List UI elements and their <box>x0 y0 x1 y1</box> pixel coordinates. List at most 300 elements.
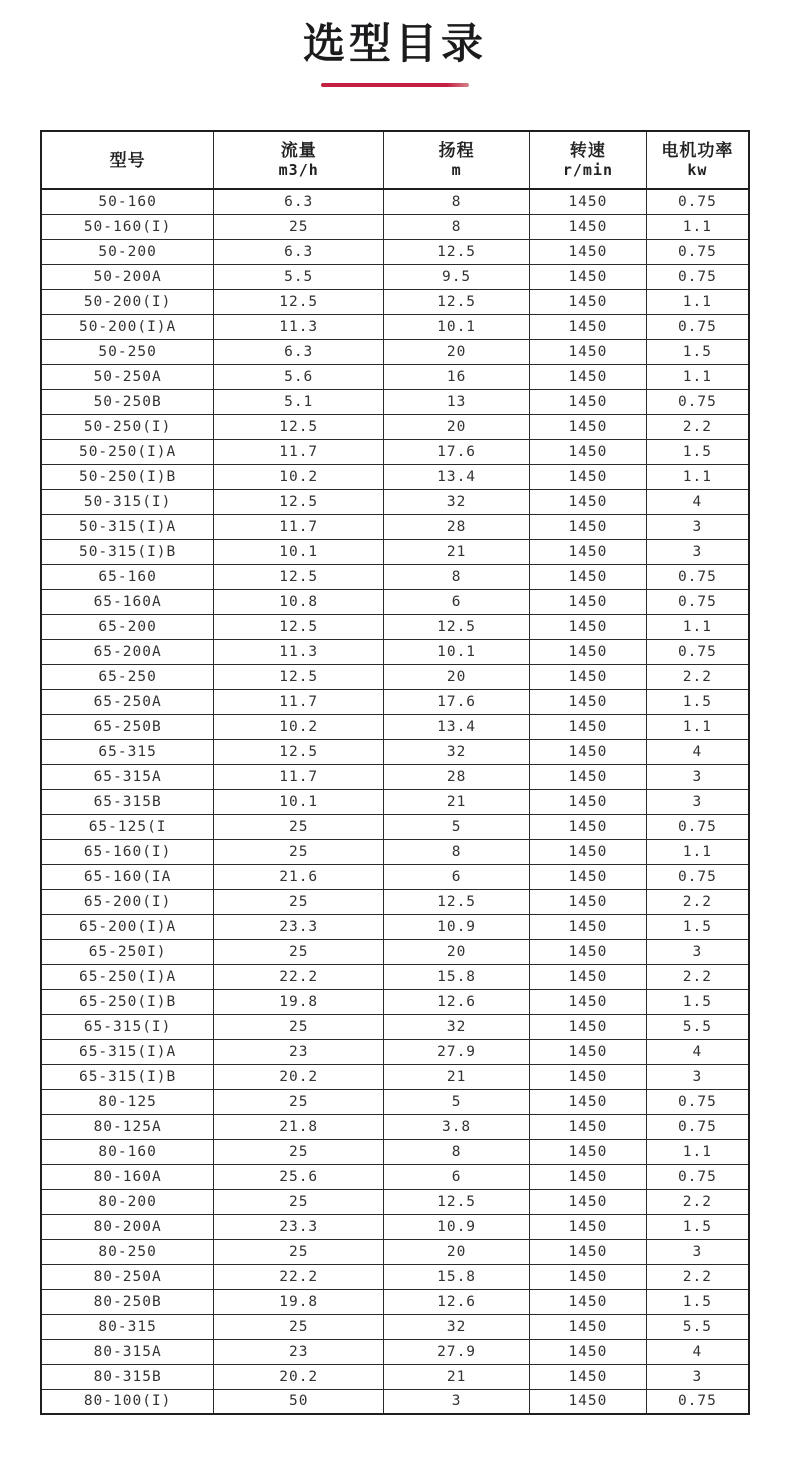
value-cell: 5.6 <box>214 364 384 389</box>
model-cell: 50-250(I)A <box>41 439 214 464</box>
value-cell: 27.9 <box>384 1039 530 1064</box>
catalog-table <box>40 130 750 1415</box>
value-cell: 1450 <box>530 714 647 739</box>
value-cell: 1450 <box>530 639 647 664</box>
value-cell: 0.75 <box>646 1114 749 1139</box>
table-row <box>41 1389 749 1414</box>
table-row <box>41 1139 749 1164</box>
value-cell: 0.75 <box>646 189 749 214</box>
model-cell: 65-250 <box>41 664 214 689</box>
value-cell: 8 <box>384 564 530 589</box>
value-cell: 12.5 <box>214 614 384 639</box>
value-cell: 1450 <box>530 539 647 564</box>
model-cell: 50-250(I) <box>41 414 214 439</box>
column-label: 型号 <box>109 150 146 170</box>
value-cell: 10.2 <box>214 714 384 739</box>
value-cell: 1450 <box>530 389 647 414</box>
value-cell: 1450 <box>530 189 647 214</box>
value-cell: 1450 <box>530 1364 647 1389</box>
value-cell: 12.5 <box>384 239 530 264</box>
table-row <box>41 1189 749 1214</box>
value-cell: 12.6 <box>384 1289 530 1314</box>
value-cell: 1450 <box>530 739 647 764</box>
value-cell: 11.7 <box>214 514 384 539</box>
value-cell: 2.2 <box>646 1264 749 1289</box>
model-cell: 80-125 <box>41 1089 214 1114</box>
value-cell: 1.1 <box>646 214 749 239</box>
value-cell: 2.2 <box>646 414 749 439</box>
value-cell: 1450 <box>530 289 647 314</box>
table-row <box>41 1064 749 1089</box>
value-cell: 10.9 <box>384 1214 530 1239</box>
value-cell: 3 <box>646 939 749 964</box>
value-cell: 0.75 <box>646 1089 749 1114</box>
table-row <box>41 814 749 839</box>
model-cell: 80-160A <box>41 1164 214 1189</box>
column-unit: kw <box>687 161 708 179</box>
model-cell: 80-250 <box>41 1239 214 1264</box>
value-cell: 8 <box>384 189 530 214</box>
table-wrap <box>40 130 750 1415</box>
value-cell: 3 <box>646 1064 749 1089</box>
value-cell: 0.75 <box>646 1389 749 1414</box>
value-cell: 13.4 <box>384 464 530 489</box>
value-cell: 20 <box>384 414 530 439</box>
column-header <box>530 131 647 189</box>
value-cell: 1.5 <box>646 689 749 714</box>
value-cell: 32 <box>384 489 530 514</box>
model-cell: 80-125A <box>41 1114 214 1139</box>
value-cell: 5 <box>384 1089 530 1114</box>
value-cell: 12.5 <box>384 289 530 314</box>
value-cell: 15.8 <box>384 964 530 989</box>
column-header <box>214 131 384 189</box>
value-cell: 1.5 <box>646 1289 749 1314</box>
value-cell: 10.9 <box>384 914 530 939</box>
model-cell: 80-315A <box>41 1339 214 1364</box>
value-cell: 0.75 <box>646 1164 749 1189</box>
model-cell: 50-315(I)B <box>41 539 214 564</box>
value-cell: 1450 <box>530 1089 647 1114</box>
model-cell: 65-160 <box>41 564 214 589</box>
value-cell: 1450 <box>530 789 647 814</box>
value-cell: 23 <box>214 1039 384 1064</box>
value-cell: 0.75 <box>646 589 749 614</box>
model-cell: 65-200(I) <box>41 889 214 914</box>
table-row <box>41 614 749 639</box>
model-cell: 50-200A <box>41 264 214 289</box>
value-cell: 25 <box>214 1314 384 1339</box>
value-cell: 1450 <box>530 314 647 339</box>
value-cell: 15.8 <box>384 1264 530 1289</box>
model-cell: 80-200A <box>41 1214 214 1239</box>
table-row <box>41 1289 749 1314</box>
value-cell: 1450 <box>530 1289 647 1314</box>
value-cell: 32 <box>384 1314 530 1339</box>
value-cell: 0.75 <box>646 814 749 839</box>
table-row <box>41 989 749 1014</box>
value-cell: 1450 <box>530 439 647 464</box>
model-cell: 65-315(I)B <box>41 1064 214 1089</box>
value-cell: 23.3 <box>214 914 384 939</box>
value-cell: 1450 <box>530 264 647 289</box>
value-cell: 10.1 <box>384 314 530 339</box>
value-cell: 1.5 <box>646 439 749 464</box>
value-cell: 6.3 <box>214 189 384 214</box>
value-cell: 11.7 <box>214 439 384 464</box>
column-label: 扬程 <box>438 141 475 160</box>
value-cell: 25 <box>214 214 384 239</box>
value-cell: 11.7 <box>214 764 384 789</box>
table-row <box>41 264 749 289</box>
value-cell: 5.5 <box>646 1014 749 1039</box>
value-cell: 1450 <box>530 1064 647 1089</box>
table-row <box>41 664 749 689</box>
value-cell: 12.5 <box>214 489 384 514</box>
table-row <box>41 714 749 739</box>
model-cell: 65-315 <box>41 739 214 764</box>
header-row <box>41 131 749 189</box>
model-cell: 65-200 <box>41 614 214 639</box>
value-cell: 1450 <box>530 764 647 789</box>
value-cell: 20 <box>384 939 530 964</box>
model-cell: 50-315(I)A <box>41 514 214 539</box>
value-cell: 3.8 <box>384 1114 530 1139</box>
table-row <box>41 589 749 614</box>
table-row <box>41 214 749 239</box>
value-cell: 12.5 <box>214 289 384 314</box>
value-cell: 13.4 <box>384 714 530 739</box>
table-row <box>41 414 749 439</box>
value-cell: 1450 <box>530 614 647 639</box>
value-cell: 0.75 <box>646 864 749 889</box>
value-cell: 1450 <box>530 939 647 964</box>
value-cell: 3 <box>646 514 749 539</box>
value-cell: 21.8 <box>214 1114 384 1139</box>
table-row <box>41 864 749 889</box>
value-cell: 20 <box>384 1239 530 1264</box>
model-cell: 80-160 <box>41 1139 214 1164</box>
value-cell: 8 <box>384 839 530 864</box>
value-cell: 1.1 <box>646 614 749 639</box>
value-cell: 12.5 <box>214 664 384 689</box>
table-row <box>41 564 749 589</box>
value-cell: 25 <box>214 939 384 964</box>
value-cell: 1.1 <box>646 289 749 314</box>
table-row <box>41 889 749 914</box>
value-cell: 50 <box>214 1389 384 1414</box>
value-cell: 1450 <box>530 1039 647 1064</box>
value-cell: 1450 <box>530 989 647 1014</box>
value-cell: 0.75 <box>646 389 749 414</box>
model-cell: 65-160(IA <box>41 864 214 889</box>
page-title: 选型目录 <box>302 20 487 67</box>
value-cell: 22.2 <box>214 964 384 989</box>
table-row <box>41 939 749 964</box>
value-cell: 1450 <box>530 514 647 539</box>
value-cell: 1450 <box>530 1189 647 1214</box>
value-cell: 21 <box>384 1064 530 1089</box>
value-cell: 12.5 <box>214 739 384 764</box>
value-cell: 1450 <box>530 864 647 889</box>
value-cell: 32 <box>384 739 530 764</box>
value-cell: 5.5 <box>214 264 384 289</box>
value-cell: 1450 <box>530 914 647 939</box>
value-cell: 19.8 <box>214 1289 384 1314</box>
column-unit: r/min <box>562 161 613 179</box>
value-cell: 1450 <box>530 589 647 614</box>
value-cell: 1450 <box>530 839 647 864</box>
value-cell: 6 <box>384 864 530 889</box>
model-cell: 65-200(I)A <box>41 914 214 939</box>
value-cell: 25 <box>214 839 384 864</box>
table-row <box>41 689 749 714</box>
value-cell: 1450 <box>530 1214 647 1239</box>
value-cell: 17.6 <box>384 439 530 464</box>
table-row <box>41 314 749 339</box>
model-cell: 80-100(I) <box>41 1389 214 1414</box>
value-cell: 25.6 <box>214 1164 384 1189</box>
value-cell: 27.9 <box>384 1339 530 1364</box>
value-cell: 1450 <box>530 1264 647 1289</box>
value-cell: 10.1 <box>214 539 384 564</box>
table-row <box>41 539 749 564</box>
model-cell: 65-315(I) <box>41 1014 214 1039</box>
value-cell: 10.1 <box>214 789 384 814</box>
value-cell: 1450 <box>530 1164 647 1189</box>
table-row <box>41 514 749 539</box>
value-cell: 21 <box>384 789 530 814</box>
table-row <box>41 1014 749 1039</box>
value-cell: 1.1 <box>646 714 749 739</box>
value-cell: 10.2 <box>214 464 384 489</box>
value-cell: 4 <box>646 1039 749 1064</box>
table-row <box>41 339 749 364</box>
value-cell: 3 <box>646 789 749 814</box>
value-cell: 12.5 <box>384 1189 530 1214</box>
value-cell: 5 <box>384 814 530 839</box>
value-cell: 20 <box>384 664 530 689</box>
value-cell: 4 <box>646 739 749 764</box>
value-cell: 1450 <box>530 664 647 689</box>
value-cell: 1450 <box>530 339 647 364</box>
model-cell: 50-200(I) <box>41 289 214 314</box>
table-row <box>41 914 749 939</box>
value-cell: 1.1 <box>646 464 749 489</box>
value-cell: 8 <box>384 1139 530 1164</box>
value-cell: 23.3 <box>214 1214 384 1239</box>
value-cell: 1450 <box>530 1339 647 1364</box>
model-cell: 50-160 <box>41 189 214 214</box>
column-header <box>384 131 530 189</box>
value-cell: 25 <box>214 814 384 839</box>
value-cell: 1.5 <box>646 1214 749 1239</box>
value-cell: 8 <box>384 214 530 239</box>
model-cell: 50-200(I)A <box>41 314 214 339</box>
table-row <box>41 789 749 814</box>
value-cell: 1450 <box>530 1114 647 1139</box>
value-cell: 25 <box>214 1089 384 1114</box>
value-cell: 6.3 <box>214 339 384 364</box>
value-cell: 2.2 <box>646 964 749 989</box>
value-cell: 28 <box>384 514 530 539</box>
model-cell: 50-250 <box>41 339 214 364</box>
value-cell: 1450 <box>530 1139 647 1164</box>
value-cell: 6.3 <box>214 239 384 264</box>
value-cell: 1450 <box>530 214 647 239</box>
value-cell: 1.1 <box>646 839 749 864</box>
value-cell: 2.2 <box>646 664 749 689</box>
model-cell: 65-250(I)A <box>41 964 214 989</box>
value-cell: 0.75 <box>646 639 749 664</box>
table-row <box>41 239 749 264</box>
value-cell: 21 <box>384 1364 530 1389</box>
table-body <box>41 189 749 1414</box>
value-cell: 25 <box>214 889 384 914</box>
column-label: 流量 <box>280 141 317 160</box>
value-cell: 12.5 <box>384 889 530 914</box>
value-cell: 5.1 <box>214 389 384 414</box>
model-cell: 65-250I) <box>41 939 214 964</box>
value-cell: 1450 <box>530 464 647 489</box>
value-cell: 11.3 <box>214 639 384 664</box>
model-cell: 50-250B <box>41 389 214 414</box>
table-row <box>41 364 749 389</box>
model-cell: 80-315B <box>41 1364 214 1389</box>
model-cell: 50-200 <box>41 239 214 264</box>
model-cell: 50-315(I) <box>41 489 214 514</box>
table-row <box>41 189 749 214</box>
model-cell: 50-250(I)B <box>41 464 214 489</box>
column-unit: m <box>451 161 462 179</box>
value-cell: 20 <box>384 339 530 364</box>
model-cell: 65-160(I) <box>41 839 214 864</box>
value-cell: 1450 <box>530 1389 647 1414</box>
value-cell: 1450 <box>530 364 647 389</box>
value-cell: 11.7 <box>214 689 384 714</box>
table-row <box>41 1239 749 1264</box>
value-cell: 1450 <box>530 239 647 264</box>
value-cell: 0.75 <box>646 314 749 339</box>
value-cell: 9.5 <box>384 264 530 289</box>
value-cell: 2.2 <box>646 1189 749 1214</box>
value-cell: 20.2 <box>214 1364 384 1389</box>
value-cell: 0.75 <box>646 564 749 589</box>
value-cell: 25 <box>214 1014 384 1039</box>
table-row <box>41 389 749 414</box>
value-cell: 4 <box>646 1339 749 1364</box>
model-cell: 65-160A <box>41 589 214 614</box>
table-row <box>41 464 749 489</box>
value-cell: 1450 <box>530 814 647 839</box>
value-cell: 4 <box>646 489 749 514</box>
value-cell: 6 <box>384 1164 530 1189</box>
value-cell: 20.2 <box>214 1064 384 1089</box>
value-cell: 12.5 <box>384 614 530 639</box>
value-cell: 1.1 <box>646 364 749 389</box>
value-cell: 19.8 <box>214 989 384 1014</box>
table-row <box>41 489 749 514</box>
value-cell: 6 <box>384 589 530 614</box>
model-cell: 80-200 <box>41 1189 214 1214</box>
value-cell: 1450 <box>530 1314 647 1339</box>
table-row <box>41 1339 749 1364</box>
value-cell: 0.75 <box>646 264 749 289</box>
value-cell: 1.5 <box>646 914 749 939</box>
value-cell: 2.2 <box>646 889 749 914</box>
value-cell: 25 <box>214 1139 384 1164</box>
value-cell: 1450 <box>530 1014 647 1039</box>
table-row <box>41 1364 749 1389</box>
value-cell: 10.8 <box>214 589 384 614</box>
model-cell: 65-250A <box>41 689 214 714</box>
value-cell: 1.5 <box>646 339 749 364</box>
model-cell: 65-125(I <box>41 814 214 839</box>
value-cell: 21.6 <box>214 864 384 889</box>
value-cell: 28 <box>384 764 530 789</box>
value-cell: 11.3 <box>214 314 384 339</box>
value-cell: 1.5 <box>646 989 749 1014</box>
column-unit: m3/h <box>278 161 319 179</box>
value-cell: 3 <box>646 1364 749 1389</box>
value-cell: 12.5 <box>214 564 384 589</box>
value-cell: 22.2 <box>214 1264 384 1289</box>
value-cell: 1450 <box>530 564 647 589</box>
value-cell: 3 <box>646 764 749 789</box>
table-row <box>41 1314 749 1339</box>
value-cell: 3 <box>646 539 749 564</box>
table-row <box>41 764 749 789</box>
value-cell: 17.6 <box>384 689 530 714</box>
model-cell: 80-315 <box>41 1314 214 1339</box>
column-label: 转速 <box>569 141 606 160</box>
table-row <box>41 964 749 989</box>
model-cell: 65-250(I)B <box>41 989 214 1014</box>
value-cell: 32 <box>384 1014 530 1039</box>
table-row <box>41 1039 749 1064</box>
model-cell: 65-200A <box>41 639 214 664</box>
value-cell: 1450 <box>530 1239 647 1264</box>
column-label: 电机功率 <box>661 141 734 160</box>
table-row <box>41 1264 749 1289</box>
table-row <box>41 439 749 464</box>
value-cell: 25 <box>214 1189 384 1214</box>
table-row <box>41 1114 749 1139</box>
value-cell: 1450 <box>530 889 647 914</box>
value-cell: 12.5 <box>214 414 384 439</box>
model-cell: 65-315(I)A <box>41 1039 214 1064</box>
value-cell: 1450 <box>530 414 647 439</box>
value-cell: 5.5 <box>646 1314 749 1339</box>
value-cell: 3 <box>384 1389 530 1414</box>
model-cell: 50-160(I) <box>41 214 214 239</box>
value-cell: 21 <box>384 539 530 564</box>
model-cell: 80-250A <box>41 1264 214 1289</box>
value-cell: 12.6 <box>384 989 530 1014</box>
table-row <box>41 289 749 314</box>
table-row <box>41 639 749 664</box>
value-cell: 25 <box>214 1239 384 1264</box>
model-cell: 65-315A <box>41 764 214 789</box>
table-row <box>41 739 749 764</box>
column-header <box>646 131 749 189</box>
title-divider <box>321 83 469 87</box>
model-cell: 50-250A <box>41 364 214 389</box>
table-row <box>41 839 749 864</box>
value-cell: 1450 <box>530 689 647 714</box>
value-cell: 0.75 <box>646 239 749 264</box>
value-cell: 1.1 <box>646 1139 749 1164</box>
